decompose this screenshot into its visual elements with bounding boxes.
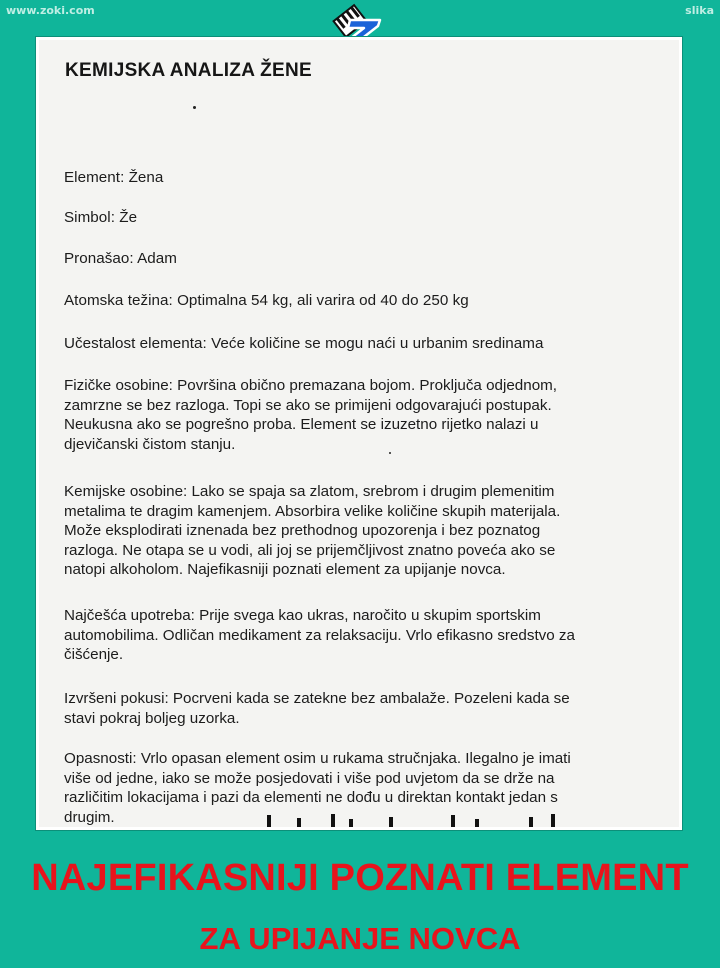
caption-subheadline: ZA UPIJANJE NOVCA — [199, 921, 521, 956]
paragraph-line: Fizičke osobine: Površina obično premazana bojom. Proključa odjednom, — [64, 377, 558, 394]
paragraph-line: različitim lokacijama i pazi da elementi ne dođu u direktan kontakt jedan s — [64, 789, 558, 806]
field-symbol: Simbol: Že — [64, 209, 138, 226]
site-url-label: www.zoki.com — [6, 4, 95, 17]
paragraph-line: Izvršeni pokusi: Pocrveni kada se zatekne bez ambalaže. Pozeleni kada se — [64, 690, 570, 707]
paragraph-line: Neukusna ako se pogrešno proba. Element se izuzetno rijetko nalazi u — [64, 416, 539, 433]
paragraph-line: automobilima. Odličan medikament za relaksaciju. Vrlo efikasno sredstvo za — [64, 626, 575, 644]
paragraph-common-use — [64, 606, 575, 665]
paragraph-line: stavi pokraj boljeg uzorka. — [64, 709, 240, 727]
paragraph-physical-properties — [64, 376, 557, 454]
document-scan — [36, 37, 682, 830]
field-frequency: Učestalost elementa: Veće količine se mogu naći u urbanim sredinama — [64, 335, 544, 352]
paragraph-line: razloga. Ne otapa se u vodi, ali joj se prijemčljivost znatno poveća ako se — [64, 541, 556, 559]
paragraph-line: natopi alkoholom. Najefikasniji poznati element za upijanje novca. — [64, 561, 506, 578]
paragraph-experiments — [64, 689, 570, 728]
caption-headline: NAJEFIKASNIJI POZNATI ELEMENT — [31, 857, 689, 899]
paragraph-chemical-properties — [64, 482, 560, 580]
paragraph-line: metalima te dragim kamenjem. Absorbira velike količine skupih materijala. — [64, 502, 561, 520]
field-atomic-weight: Atomska težina: Optimalna 54 kg, ali varira od 40 do 250 kg — [64, 292, 469, 309]
paragraph-line: zamrzne se bez razloga. Topi se ako se primijeni odgovarajući postupak. — [64, 396, 552, 414]
site-section-label: slika — [685, 4, 714, 17]
field-element: Element: Žena — [64, 169, 164, 186]
paragraph-line: drugim. — [64, 808, 115, 826]
scan-speck — [193, 106, 196, 109]
paragraph-line: Opasnosti: Vrlo opasan element osim u rukama stručnjaka. Ilegalno je imati — [64, 750, 571, 767]
document-title: KEMIJSKA ANALIZA ŽENE — [65, 60, 312, 81]
paragraph-line: više od jedne, iako se može posjedovati i više pod uvjetom da se drže na — [64, 769, 555, 787]
paragraph-line: Može eksplodirati iznenada bez prethodnog upozorenja i bez poznatog — [64, 522, 541, 539]
paragraph-line: Najčešća upotreba: Prije svega kao ukras, naročito u skupim sportskim — [64, 607, 541, 624]
scan-artifact-marks — [239, 813, 579, 827]
paragraph-line: čišćenje. — [64, 646, 124, 663]
field-discoverer: Pronašao: Adam — [64, 250, 177, 267]
paragraph-line: Kemijske osobine: Lako se spaja sa zlatom, srebrom i drugim plemenitim — [64, 483, 555, 500]
paragraph-line: djevičanski čistom stanju. — [64, 435, 236, 453]
